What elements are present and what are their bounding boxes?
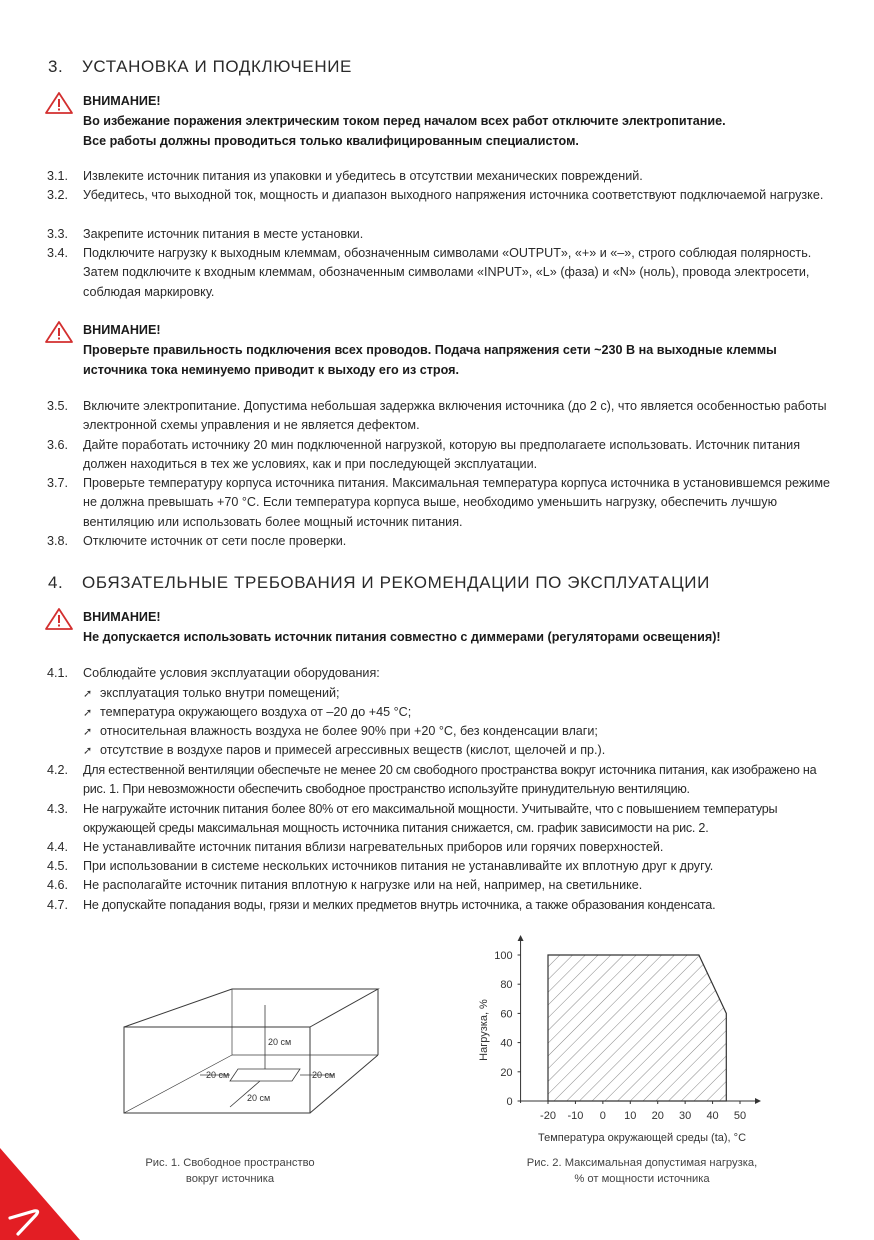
bullet-text: относительная влажность воздуха не более 90% при +20 °C, без конденсации влаги; <box>100 724 598 738</box>
y-tick-label: 60 <box>500 1008 513 1021</box>
x-tick-label: 0 <box>599 1110 606 1122</box>
item-text: При использовании в системе нескольких источников питания не устанавливайте их вплотную друг к другу. <box>83 859 714 873</box>
section-4-title <box>48 573 710 593</box>
caption-line: Рис. 2. Максимальная допустимая нагрузка, <box>526 1157 758 1169</box>
figure-2-caption <box>500 1155 784 1187</box>
item-text: Убедитесь, что выходной ток, мощность и диапазон выходного напряжения источника соответствуют подключаемой нагрузке. <box>83 188 824 202</box>
warning-line: Все работы должны проводиться только квалифицированным специалистом. <box>83 134 579 148</box>
arrow-icon: ➚ <box>83 707 93 719</box>
brand-corner-logo <box>0 1148 80 1240</box>
box-left-floor-edge <box>124 1055 232 1113</box>
item-number: 3.4. <box>47 246 69 260</box>
section-title-text: ОБЯЗАТЕЛЬНЫЕ ТРЕБОВАНИЯ И РЕКОМЕНДАЦИИ ПО ЭКСПЛУАТАЦИИ <box>82 573 710 592</box>
warning-line: Не допускается использовать источник питания совместно с диммерами (регуляторами освещения)! <box>83 630 721 644</box>
box-top-face <box>124 989 378 1027</box>
bullet-item <box>83 741 605 761</box>
power-supply-unit <box>230 1069 300 1081</box>
item-text: Закрепите источник питания в месте установки. <box>83 227 364 241</box>
bullet-item <box>83 722 598 742</box>
label-left-clearance: 20 см <box>206 1070 230 1080</box>
item-number: 3.2. <box>47 188 69 202</box>
item-number: 4.6. <box>47 878 69 892</box>
bullet-text: температура окружающего воздуха от –20 до +45 °C; <box>100 705 412 719</box>
bullet-text: эксплуатация только внутри помещений; <box>100 686 340 700</box>
y-axis-label: Нагрузка, % <box>478 999 490 1061</box>
section-title-text: УСТАНОВКА И ПОДКЛЮЧЕНИЕ <box>82 57 352 76</box>
item-text: Подключите нагрузку к выходным клеммам, обозначенным символами «OUTPUT», «+» и «–», строго соблюдая полярность. Затем подключите к входным клеммам, обозначенным символами «INPUT», «L» (фаза) и «N» (ноль), провода электросети, соблюдая маркировку. <box>83 246 812 299</box>
bullet-item <box>83 703 411 723</box>
arrow-icon: ➚ <box>83 726 93 738</box>
warning-triangle-icon <box>44 91 74 115</box>
section-number: 4. <box>48 573 64 592</box>
x-tick-label: 10 <box>624 1110 637 1122</box>
label-top-clearance: 20 см <box>268 1037 292 1047</box>
item-text: Для естественной вентиляции обеспечьте не менее 20 см свободного пространства вокруг источника питания, как изображено на рис. 1. При невозможности обеспечить свободное пространство используйте принудительную вентиляцию. <box>83 763 817 797</box>
item-number: 4.2. <box>47 763 69 777</box>
load-area <box>548 955 726 1101</box>
item-text: Не допускайте попадания воды, грязи и мелких предметов внутрь источника, а также образования конденсата. <box>83 898 716 912</box>
item-number: 4.1. <box>47 666 69 680</box>
warning-heading: ВНИМАНИЕ! <box>83 323 161 337</box>
item-number: 3.1. <box>47 169 69 183</box>
warning-heading: ВНИМАНИЕ! <box>83 94 161 108</box>
free-space-diagram <box>110 975 400 1130</box>
arrow-icon: ➚ <box>83 745 93 757</box>
label-right-clearance: 20 см <box>312 1070 336 1080</box>
item-text: Извлеките источник питания из упаковки и убедитесь в отсутствии механических повреждений. <box>83 169 643 183</box>
item-number: 4.4. <box>47 840 69 854</box>
x-tick-label: 50 <box>733 1110 747 1122</box>
label-bottom-clearance: 20 см <box>247 1093 271 1103</box>
x-tick-label: 20 <box>651 1110 664 1122</box>
warning-triangle-icon <box>44 607 74 631</box>
item-number: 3.3. <box>47 227 69 241</box>
caption-line: Рис. 1. Свободное пространство <box>145 1157 315 1169</box>
item-number: 4.5. <box>47 859 69 873</box>
warning-triangle-icon <box>44 320 74 344</box>
item-text: Соблюдайте условия эксплуатации оборудования: <box>83 666 380 680</box>
item-text: Не устанавливайте источник питания вблизи нагревательных приборов или горячих поверхностей. <box>83 840 664 854</box>
bullet-item <box>83 684 340 704</box>
item-number: 3.5. <box>47 399 69 413</box>
y-tick-label: 100 <box>494 950 513 962</box>
y-tick-label: 20 <box>500 1066 513 1079</box>
x-tick-label: 30 <box>679 1110 692 1122</box>
corner-triangle <box>0 1148 80 1240</box>
item-text: Проверьте температуру корпуса источника питания. Максимальная температура корпуса источника в установившемся режиме не должна превышать +70 °C. Если температура корпуса выше, необходимо уменьшить нагрузку, обеспечить лучшую вентиляцию или использовать более мощный источник питания. <box>83 476 831 529</box>
warning-line: источника тока неминуемо приводит к выходу его из строя. <box>83 363 459 377</box>
box-right-bottom-edge <box>310 1055 378 1113</box>
item-text: Отключите источник от сети после проверки. <box>83 534 347 548</box>
x-tick-label: -10 <box>567 1110 584 1122</box>
item-text: Не располагайте источник питания вплотную к нагрузке или на ней, например, на светильнике. <box>83 878 643 892</box>
y-tick-label: 80 <box>500 979 513 992</box>
section-number: 3. <box>48 57 64 76</box>
y-tick-label: 40 <box>500 1037 513 1050</box>
bullet-text: отсутствие в воздухе паров и примесей агрессивных веществ (кислот, щелочей и пр.). <box>100 743 606 757</box>
item-number: 4.7. <box>47 898 69 912</box>
arrow-icon: ➚ <box>83 688 93 700</box>
item-text: Дайте поработать источнику 20 мин подключенной нагрузкой, которую вы предполагаете использовать. Источник питания должен находиться в тех же условиях, как и при последующей эксплуатации. <box>83 438 801 472</box>
caption-line: вокруг источника <box>185 1173 275 1185</box>
warning-line: Во избежание поражения электрическим током перед началом всех работ отключите электропитание. <box>83 114 726 128</box>
caption-line: % от мощности источника <box>574 1173 710 1185</box>
warning-line: Проверьте правильность подключения всех проводов. Подача напряжения сети ~230 В на выходные клеммы <box>83 343 777 357</box>
load-derating-chart <box>470 930 790 1150</box>
item-number: 4.3. <box>47 802 69 816</box>
warning-heading: ВНИМАНИЕ! <box>83 610 161 624</box>
x-tick-label: -20 <box>540 1110 556 1122</box>
item-text: Включите электропитание. Допустима небольшая задержка включения источника (до 2 с), что является особенностью работы электронной схемы управления и не является дефектом. <box>83 399 827 433</box>
item-number: 3.6. <box>47 438 69 452</box>
x-tick-label: 40 <box>706 1110 719 1122</box>
item-number: 3.7. <box>47 476 69 490</box>
figure-1-caption <box>110 1155 350 1187</box>
item-text: Не нагружайте источник питания более 80% от его максимальной мощности. Учитывайте, что с повышением температуры окружающей среды максимальная мощность источника питания снижается, см. график зависимости на рис. 2. <box>83 802 778 836</box>
item-number: 3.8. <box>47 534 69 548</box>
y-tick-label: 0 <box>506 1096 513 1108</box>
section-3-title <box>48 57 352 77</box>
x-axis-label: Температура окружающей среды (ta), °C <box>537 1132 747 1144</box>
